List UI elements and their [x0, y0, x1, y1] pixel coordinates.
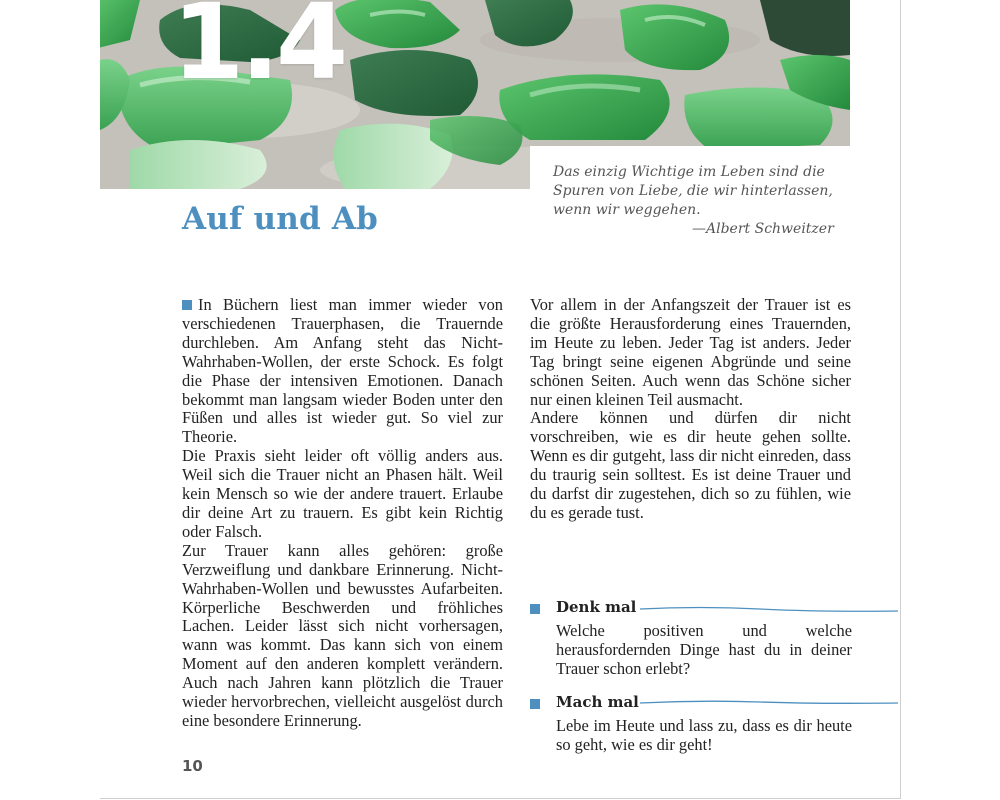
body-paragraph: Vor allem in der Anfangszeit der Trauer ist es die größte Herausforderung eines Trauernden, im Heute zu leben. Jeder Tag ist anders. Jeder Tag bringt seine eigenen Abgründe und seine schönen Seiten. Auch wenn das Schöne sicher nur einen kleinen Teil ausmacht. [530, 295, 851, 409]
box-title: Mach mal [556, 693, 639, 711]
box-text: Welche positiven und welche herausfordernden Dinge hast du in deiner Trauer schon erlebt? [556, 621, 852, 678]
quote-line: wenn wir weggehen. [553, 202, 701, 218]
body-paragraph [182, 296, 503, 447]
quote-line: Das einzig Wichtige im Leben sind die [553, 164, 825, 180]
paragraph-text: In Büchern liest man immer wieder von verschiedenen Trauerphasen, die Trauernde durchleben. Am Anfang steht das Nicht-Wahrhaben-Wollen, der erste Schock. Es folgt die Phase der intensiven Emotionen. Danach bekommt man langsam wieder Boden unter den Füßen und alles ist wieder gut. So viel zur Theorie. [182, 295, 503, 447]
box-text: Lebe im Heute und lass zu, dass es dir heute so geht, wie es dir geht! [556, 716, 852, 754]
box-marker-icon [530, 604, 540, 614]
box-title: Denk mal [556, 598, 637, 616]
chapter-number: 1.4 [172, 0, 345, 103]
mach-mal-box [530, 693, 855, 754]
book-page [100, 0, 901, 799]
wavy-rule [640, 696, 900, 712]
epigraph-quote [553, 163, 883, 220]
quote-line: Spuren von Liebe, die wir hinterlassen, [553, 183, 833, 199]
wavy-rule [640, 601, 900, 617]
body-paragraph: Andere können und dürfen dir nicht vorschreiben, wie es dir heute gehen sollte. Wenn es dir gutgeht, lass dir nicht einreden, dass du traurig sein solltest. Es ist deine Trauer und du darfst dir zugestehen, dich so zu fühlen, wie du es gerade tust. [530, 408, 851, 522]
body-paragraph: Zur Trauer kann alles gehören: große Verzweiflung und dankbare Erinnerung. Nicht-Wahrhaben-Wollen und bewusstes Aufarbeiten. Körperliche Beschwerden und fröhliches Lachen. Leider lässt sich nicht vorhersagen, wann was kommt. Das kann sich von einem Moment auf den anderen komplett verändern. Auch nach Jahren kann plötzlich die Trauer wieder hervorbrechen, vielleicht ausgelöst durch eine besondere Erinnerung. [182, 540, 503, 730]
section-marker-icon [182, 300, 192, 310]
body-column-left [182, 296, 503, 731]
body-column-right [530, 296, 851, 523]
chapter-title: Auf und Ab [182, 201, 378, 237]
box-marker-icon [530, 699, 540, 709]
quote-author: —Albert Schweitzer [692, 221, 834, 237]
body-paragraph: Die Praxis sieht leider oft völlig anders aus. Weil sich die Trauer nicht an Phasen hält. Weil kein Mensch so wie der andere trauert. Erlaube dir deine Art zu trauern. Es gibt kein Richtig oder Falsch. [182, 446, 503, 541]
page-number: 10 [182, 757, 203, 775]
denk-mal-box [530, 598, 855, 678]
